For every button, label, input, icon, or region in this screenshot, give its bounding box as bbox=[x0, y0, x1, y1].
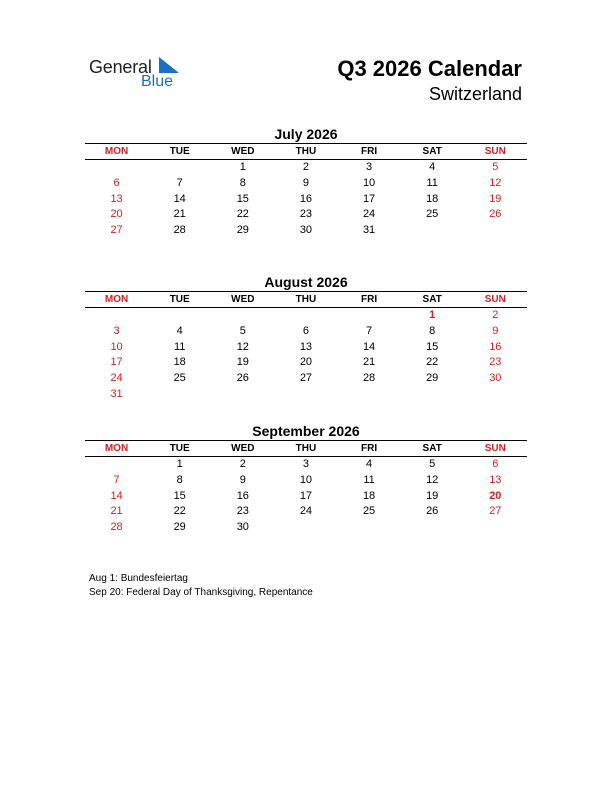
day-cell: 6 bbox=[492, 458, 499, 470]
day-cell: 27 bbox=[110, 224, 123, 237]
day-cell: 22 bbox=[236, 208, 249, 221]
page-title: Q3 2026 Calendar bbox=[337, 56, 522, 81]
weekday-header: WED bbox=[231, 146, 255, 157]
day-cell: 7 bbox=[113, 473, 120, 486]
day-cell: 3 bbox=[302, 458, 309, 470]
holiday-note: Aug 1: Bundesfeiertag bbox=[89, 573, 188, 584]
day-cell bbox=[148, 308, 211, 324]
day-cell: 21 bbox=[362, 356, 376, 369]
day-cell: 2 bbox=[302, 161, 309, 173]
week-row bbox=[85, 308, 527, 324]
day-cell bbox=[338, 308, 401, 324]
day-cell bbox=[464, 387, 527, 403]
week-row bbox=[85, 371, 527, 387]
weekday-header: THU bbox=[295, 294, 317, 305]
day-cell: 10 bbox=[362, 176, 376, 189]
day-cell: 26 bbox=[236, 372, 249, 385]
weekday-header: THU bbox=[295, 146, 317, 157]
day-cell bbox=[148, 387, 211, 403]
day-cell bbox=[401, 520, 464, 536]
day-cell: 22 bbox=[173, 505, 186, 518]
logo-general-text: General bbox=[89, 57, 152, 77]
day-cell bbox=[464, 223, 527, 239]
day-cell bbox=[274, 387, 337, 403]
day-cell: 30 bbox=[489, 372, 502, 385]
logo-blue-text: Blue bbox=[141, 73, 174, 90]
day-cell: 11 bbox=[363, 473, 375, 486]
day-cell: 24 bbox=[362, 208, 376, 221]
month-august bbox=[85, 273, 527, 403]
day-cell: 16 bbox=[236, 489, 249, 502]
day-cell bbox=[85, 457, 148, 473]
week-row bbox=[85, 457, 527, 473]
day-cell: 29 bbox=[236, 224, 249, 237]
day-cell: 27 bbox=[299, 372, 313, 385]
day-cell: 3 bbox=[366, 161, 373, 173]
weekday-header: MON bbox=[104, 294, 129, 305]
weekday-header: MON bbox=[104, 146, 129, 157]
day-cell: 29 bbox=[426, 372, 439, 385]
day-cell: 25 bbox=[426, 208, 439, 221]
day-cell: 26 bbox=[489, 208, 502, 221]
day-cell: 30 bbox=[236, 521, 249, 534]
day-cell: 19 bbox=[426, 489, 439, 502]
day-cell: 4 bbox=[429, 161, 436, 173]
weekday-header: FRI bbox=[361, 146, 378, 157]
day-cell: 13 bbox=[110, 192, 123, 205]
month-july bbox=[85, 125, 527, 239]
day-cell: 4 bbox=[176, 324, 183, 337]
day-cell: 2 bbox=[239, 458, 246, 470]
day-cell: 18 bbox=[362, 489, 376, 502]
weekday-header: SAT bbox=[422, 443, 442, 454]
day-cell: 10 bbox=[299, 473, 313, 486]
day-cell: 4 bbox=[366, 458, 373, 470]
day-cell: 21 bbox=[110, 505, 123, 518]
day-cell: 19 bbox=[489, 192, 502, 205]
day-cell: 25 bbox=[362, 505, 376, 518]
day-cell: 25 bbox=[173, 372, 186, 385]
day-cell: 24 bbox=[299, 505, 313, 518]
day-cell bbox=[211, 387, 274, 403]
weekday-header: TUE bbox=[169, 146, 190, 157]
day-cell: 30 bbox=[299, 224, 313, 237]
week-row bbox=[85, 489, 527, 505]
day-cell: 6 bbox=[302, 324, 309, 337]
day-cell: 28 bbox=[110, 521, 123, 534]
day-cell: 13 bbox=[489, 473, 502, 486]
day-cell: 14 bbox=[362, 340, 376, 353]
day-cell: 28 bbox=[362, 372, 376, 385]
weekday-header: FRI bbox=[361, 443, 378, 454]
day-cell: 8 bbox=[176, 473, 183, 486]
day-cell bbox=[338, 520, 401, 536]
day-cell: 7 bbox=[366, 324, 373, 337]
day-cell bbox=[274, 520, 337, 536]
day-cell: 23 bbox=[299, 208, 313, 221]
day-cell: 17 bbox=[299, 489, 313, 502]
day-cell: 5 bbox=[239, 324, 246, 337]
day-cell bbox=[338, 387, 401, 403]
day-cell: 20 bbox=[489, 489, 502, 502]
weekday-header: WED bbox=[231, 443, 255, 454]
month-september bbox=[85, 422, 527, 536]
day-cell: 19 bbox=[236, 356, 249, 369]
day-cell: 11 bbox=[426, 176, 438, 189]
day-cell: 5 bbox=[429, 458, 436, 470]
day-cell: 31 bbox=[110, 387, 123, 400]
weekday-header: TUE bbox=[169, 294, 190, 305]
week-row bbox=[85, 207, 527, 223]
day-cell: 14 bbox=[173, 192, 186, 205]
day-cell: 8 bbox=[239, 176, 246, 189]
day-cell: 1 bbox=[429, 309, 436, 321]
week-row bbox=[85, 324, 527, 340]
day-cell: 1 bbox=[176, 458, 183, 470]
weekday-header-row bbox=[85, 291, 527, 308]
weekday-header: SUN bbox=[484, 294, 506, 305]
day-cell bbox=[274, 308, 337, 324]
week-row bbox=[85, 387, 527, 403]
week-row bbox=[85, 176, 527, 192]
day-cell: 5 bbox=[492, 161, 499, 173]
day-cell: 11 bbox=[173, 340, 186, 353]
day-cell: 12 bbox=[236, 340, 249, 353]
day-cell: 6 bbox=[113, 176, 120, 189]
week-row bbox=[85, 473, 527, 489]
weekday-header: FRI bbox=[361, 294, 378, 305]
day-cell: 9 bbox=[302, 176, 309, 189]
day-cell: 14 bbox=[110, 489, 123, 502]
month-title: September 2026 bbox=[252, 423, 360, 439]
day-cell: 3 bbox=[113, 324, 120, 337]
day-cell: 28 bbox=[173, 224, 186, 237]
country-name: Switzerland bbox=[428, 84, 522, 104]
day-cell: 27 bbox=[489, 505, 502, 518]
weekday-header-row bbox=[85, 440, 527, 457]
weekday-header: SAT bbox=[422, 294, 442, 305]
weekday-header: MON bbox=[104, 443, 129, 454]
holiday-notes bbox=[89, 572, 313, 600]
weekday-header: THU bbox=[295, 443, 317, 454]
day-cell: 2 bbox=[492, 309, 499, 321]
holiday-note: Sep 20: Federal Day of Thanksgiving, Repentance bbox=[89, 587, 313, 598]
week-row bbox=[85, 192, 527, 208]
day-cell bbox=[211, 308, 274, 324]
day-cell: 23 bbox=[489, 356, 502, 369]
month-title: July 2026 bbox=[274, 126, 338, 142]
day-cell: 17 bbox=[362, 192, 376, 205]
day-cell: 21 bbox=[173, 208, 186, 221]
weekday-header: SAT bbox=[422, 146, 442, 157]
day-cell: 16 bbox=[489, 340, 502, 353]
day-cell: 12 bbox=[489, 176, 502, 189]
day-cell: 1 bbox=[239, 161, 246, 173]
week-row bbox=[85, 340, 527, 356]
day-cell: 16 bbox=[299, 192, 313, 205]
week-row bbox=[85, 160, 527, 176]
day-cell: 15 bbox=[236, 192, 249, 205]
day-cell: 31 bbox=[362, 224, 376, 237]
day-cell: 20 bbox=[299, 356, 313, 369]
day-cell: 15 bbox=[173, 489, 186, 502]
day-cell: 22 bbox=[426, 356, 439, 369]
weekday-header: SUN bbox=[484, 146, 506, 157]
day-cell: 15 bbox=[426, 340, 439, 353]
month-title: August 2026 bbox=[264, 274, 348, 290]
day-cell: 23 bbox=[236, 505, 249, 518]
day-cell: 9 bbox=[492, 324, 499, 337]
weekday-header: WED bbox=[231, 294, 255, 305]
week-row bbox=[85, 520, 527, 536]
day-cell bbox=[85, 160, 148, 176]
day-cell: 24 bbox=[110, 372, 123, 385]
day-cell: 18 bbox=[173, 356, 186, 369]
weekday-header: TUE bbox=[169, 443, 190, 454]
day-cell bbox=[85, 308, 148, 324]
week-row bbox=[85, 504, 527, 520]
day-cell: 12 bbox=[426, 473, 439, 486]
day-cell: 17 bbox=[110, 356, 123, 369]
weekday-header-row bbox=[85, 143, 527, 160]
week-row bbox=[85, 223, 527, 239]
day-cell bbox=[464, 520, 527, 536]
day-cell bbox=[401, 223, 464, 239]
day-cell: 7 bbox=[176, 176, 183, 189]
logo bbox=[89, 57, 189, 93]
weekday-header: SUN bbox=[484, 443, 506, 454]
day-cell bbox=[401, 387, 464, 403]
day-cell: 9 bbox=[239, 473, 246, 486]
day-cell: 8 bbox=[429, 324, 436, 337]
day-cell: 20 bbox=[110, 208, 123, 221]
day-cell: 18 bbox=[426, 192, 439, 205]
day-cell bbox=[148, 160, 211, 176]
day-cell: 13 bbox=[299, 340, 313, 353]
day-cell: 10 bbox=[110, 340, 123, 353]
day-cell: 29 bbox=[173, 521, 186, 534]
day-cell: 26 bbox=[426, 505, 439, 518]
week-row bbox=[85, 355, 527, 371]
